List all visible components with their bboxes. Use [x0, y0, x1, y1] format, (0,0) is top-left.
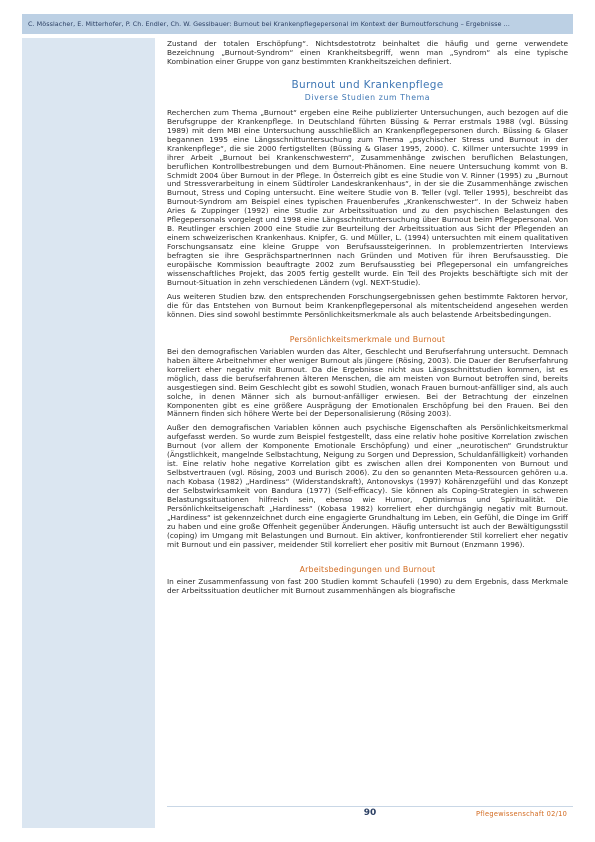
section-title-burnout: Burnout und Krankenpflege: [291, 78, 444, 91]
body-paragraph: In einer Zusammenfassung von fast 200 Studien kommt Schaufeli (1990) zu dem Ergebnis, dass Merkmale der Arbeitssituation deutlicher mit Burnout zusammenhängen als biografische: [167, 576, 568, 595]
side-margin-panel: [22, 38, 155, 828]
running-header: C. Mösslacher, E. Mitterhofer, P. Ch. Endler, Ch. W. Gesslbauer: Burnout bei Krankenpflegepersonal im Kontext der Burnoutforschung – Ergebnisse …: [28, 20, 510, 28]
intro-paragraph: Zustand der totalen Erschöpfung“. Nichtsdestotrotz beinhaltet die häufig und gerne verwendete Bezeichnung „Burnout-Syndrom“ einen Krankheitsbegriff, wenn man „Syndrom“ als eine typische Kombination einer Gruppe von ganz bestimmten Krankheitszeichen definiert.: [167, 39, 568, 66]
page-number: 90: [363, 808, 377, 818]
body-paragraph: Außer den demografischen Variablen können auch psychische Eigenschaften als Persönlichkeitsmerkmal aufgefasst werden. So wurde zum Beispiel festgestellt, dass eine relativ hohe positive Korrelation zwischen Burnout (vor allem der Komponente Emotionale Erschöpfung) und einer „neurotischen“ Grundstruktur (Ängstlichkeit, mangelnde Selbstachtung, Neigung zu Sorgen und Depression, Schuldanfälligkeit) vorhanden ist. Eine relativ hohe negative Korrelation gibt es zwischen allen drei Komponenten von Burnout und Selbstvertrauen (vgl. Rösing, 2003 und Burisch 2006). Zu den so genannten Meta-Ressourcen gehören u.a. nach Kobasa (1982) „Hardiness“ (Widerstandskraft), Antonovskys (1997) Kohärenzgefühl und das Konzept der Selbstwirksamkeit von Bandura (1977) (Self-efficacy). Sie können als Coping-Strategien in schweren Belastungssituationen hilfreich sein, ebenso wie Humor, Optimismus und Spiritualität. Die Persönlichkeitseigenschaft „Hardiness“ (Kobasa 1982) korreliert eher durchgängig negativ mit Burnout. „Hardiness“ ist gekennzeichnet durch eine engagierte Grundhaltung im Leben, ein Gefühl, die Dinge im Griff zu haben und eine große Offenheit gegenüber Änderungen. Häufig untersucht ist auch der Bewältigungsstil (coping) im Umgang mit Belastungen und Burnout. Ein aktiver, konfrontierender Stil korreliert eher negativ mit Burnout und ein passiver, meidender Stil korreliert eher positiv mit Burnout (Enzmann 1996).: [167, 423, 568, 549]
section-subtitle-studies: Diverse Studien zum Thema: [304, 92, 431, 102]
section-title-work-conditions: Arbeitsbedingungen und Burnout: [299, 564, 436, 574]
footer-divider: [167, 806, 573, 807]
journal-reference: Pflegewissenschaft 02/10: [476, 810, 568, 818]
body-paragraph: Recherchen zum Thema „Burnout“ ergeben eine Reihe publizierter Untersuchungen, auch bezogen auf die Berufsgruppe der Krankenpflege. In Deutschland führten Büssing & Perrar erstmals 1988 (vgl. Büssing 1989) mit dem MBI eine Untersuchung ausschließlich an Krankenpflegepersonen durch. Büssing & Glaser begannen 1995 eine Längsschnittuntersuchung zum Thema „psychischer Stress und Burnout in der Krankenpflege“, die sie 2000 fertigstellten (Büssing & Glaser 1995, 2000). C. Killmer untersuchte 1999 in ihrer Arbeit „Burnout bei Krankenschwestern“, Zusammenhänge zwischen beruflichen Belastungen, beruflichen Kontrollbestrebungen und dem Burnout-Phänomen. Eine neuere Untersuchung kommt von B. Schmidt 2004 über Burnout in der Pflege. In Österreich gibt es eine Studie von V. Rinner (1995) zu „Burnout und Stressverarbeitung in einem Südtiroler Landeskrankenhaus“, in der sie die Zusammenhänge zwischen Burnout, Stress und Coping untersucht. Eine weitere Studie von B. Teller (vgl. Teller 1995), beschreibt das Burnout-Syndrom am Beispiel eines typischen Frauenberufes „Krankenschwester“. In der Schweiz haben Aries & Zuppinger (1992) eine Studie zur Arbeitssituation und zu den psychischen Belastungen des Pflegepersonals vorgelegt und 1998 eine Längsschnittuntersuchung über Burnout beim Pflegepersonal. Von B. Reutlinger erschien 2000 eine Studie zur Beurteilung der Arbeitssituation aus Sicht der Pflegenden an einem schweizerischen Krankenhaus. Knipfer, G. und Müller, L. (1994) untersuchten mit einem qualitativen Forschungsansatz eine kleine Gruppe von Berufsaussteigerinnen. In problemzentrierten Interviews befragten sie ihre GesprächspartnerInnen nach Gründen und Motiven für ihren Berufsausstieg. Die europäische Kommission beauftragte 2002 zum Berufsausstieg bei Pflegepersonal ein umfangreiches wissenschaftliches Projekt, das 2005 fertig gestellt wurde. Ein Teil des Projekts beschäftigte sich mit der Burnout-Situation in zehn verschiedenen Ländern (vgl. NEXT-Studie).: [167, 107, 568, 287]
section-title-personality: Persönlichkeitsmerkmale und Burnout: [289, 334, 446, 344]
article-body: [167, 40, 568, 596]
body-paragraph: Aus weiteren Studien bzw. den entsprechenden Forschungsergebnissen gehen bestimmte Faktoren hervor, die für das Entstehen von Burnout beim Krankenpflegepersonal als mitentscheidend angesehen werden können. Dies sind sowohl bestimmte Persönlichkeitsmerkmale als auch belastende Arbeitsbedingungen.: [167, 291, 568, 319]
body-paragraph: Bei den demografischen Variablen wurden das Alter, Geschlecht und Berufserfahrung untersucht. Demnach haben ältere Arbeitnehmer eher weniger Burnout als jüngere (Rösing, 2003). Die Dauer der Berufserfahrung korreliert eher negativ mit Burnout. Da die Ergebnisse nicht aus Längsschnittstudien kommen, ist es möglich, dass die berufserfahrenen älteren Menschen, die am meisten von Burnout betroffen sind, bereits ausgestiegen sind. Beim Geschlecht gibt es sowohl Studien, wonach Frauen burnout-anfälliger sind, als auch solche, in denen Männer sich als burnout-anfälliger erwiesen. Bei der Betrachtung der einzelnen Komponenten gibt es eine größere Ausprägung der Emotionalen Erschöpfung bei den Frauen. Bei den Männern finden sich höhere Werte bei der Depersonalisierung (Rösing 2003).: [167, 346, 568, 419]
